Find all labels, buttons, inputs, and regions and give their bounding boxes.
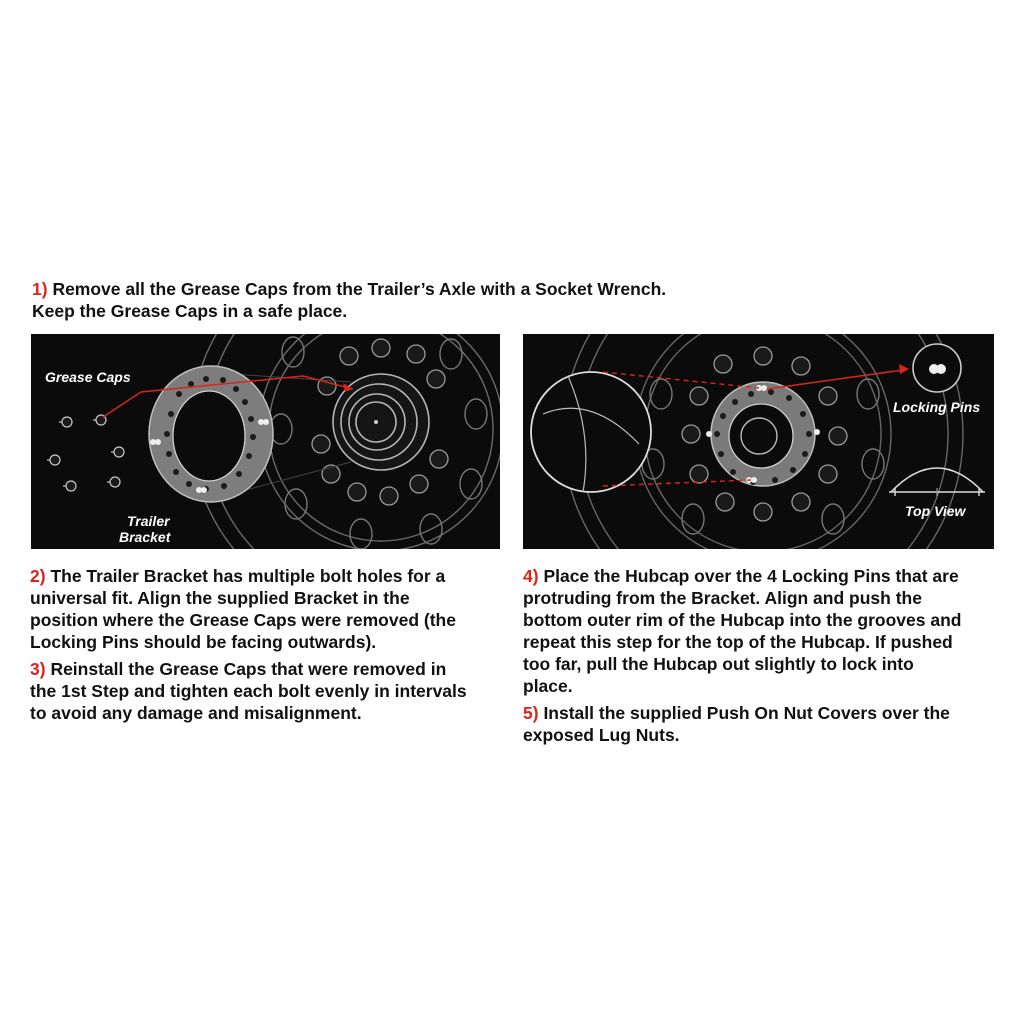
locking-pins-label: Locking Pins (893, 399, 981, 415)
step-3-number: 3) (30, 659, 46, 679)
step-5-text (523, 702, 1003, 746)
step-2-number: 2) (30, 566, 46, 586)
step-5-line: Install the supplied Push On Nut Covers over the (543, 703, 950, 723)
step-1-line: Keep the Grease Caps in a safe place. (32, 301, 348, 321)
grease-caps-label: Grease Caps (45, 369, 131, 385)
step-4-number: 4) (523, 566, 539, 586)
step-4-line: place. (523, 676, 573, 696)
step-5-line: exposed Lug Nuts. (523, 725, 680, 745)
top-view-label: Top View (905, 503, 966, 519)
step-4-text (523, 565, 1003, 697)
step-3-line: Reinstall the Grease Caps that were removed in (50, 659, 447, 679)
step-4-line: repeat this step for the top of the Hubcap. If pushed (523, 632, 953, 652)
step-4-line: bottom outer rim of the Hubcap into the grooves and (523, 610, 962, 630)
step-3-text (30, 658, 510, 724)
step-2-line: universal fit. Align the supplied Bracket in the (30, 588, 410, 608)
step-2-line: position where the Grease Caps were removed (the (30, 610, 456, 630)
step-1-number: 1) (32, 279, 48, 299)
trailer-bracket-label-line1: Trailer (127, 513, 170, 529)
step-3-line: the 1st Step and tighten each bolt evenly in intervals (30, 681, 467, 701)
hubcap-install-diagram (523, 334, 994, 549)
diagram-panel-left (31, 334, 500, 549)
bracket-install-diagram (31, 334, 500, 549)
step-2-line: The Trailer Bracket has multiple bolt holes for a (50, 566, 446, 586)
step-2-line: Locking Pins should be facing outwards). (30, 632, 377, 652)
diagram-panel-right (523, 334, 994, 549)
step-4-line: protruding from the Bracket. Align and push the (523, 588, 922, 608)
step-1-line: Remove all the Grease Caps from the Trailer’s Axle with a Socket Wrench. (52, 279, 667, 299)
step-1-text (32, 278, 732, 322)
step-4-line: Place the Hubcap over the 4 Locking Pins that are (543, 566, 959, 586)
step-5-number: 5) (523, 703, 539, 723)
step-2-text (30, 565, 510, 653)
trailer-bracket-label-line2: Bracket (119, 529, 171, 545)
step-3-line: to avoid any damage and misalignment. (30, 703, 362, 723)
step-4-line: too far, pull the Hubcap out slightly to lock into (523, 654, 914, 674)
